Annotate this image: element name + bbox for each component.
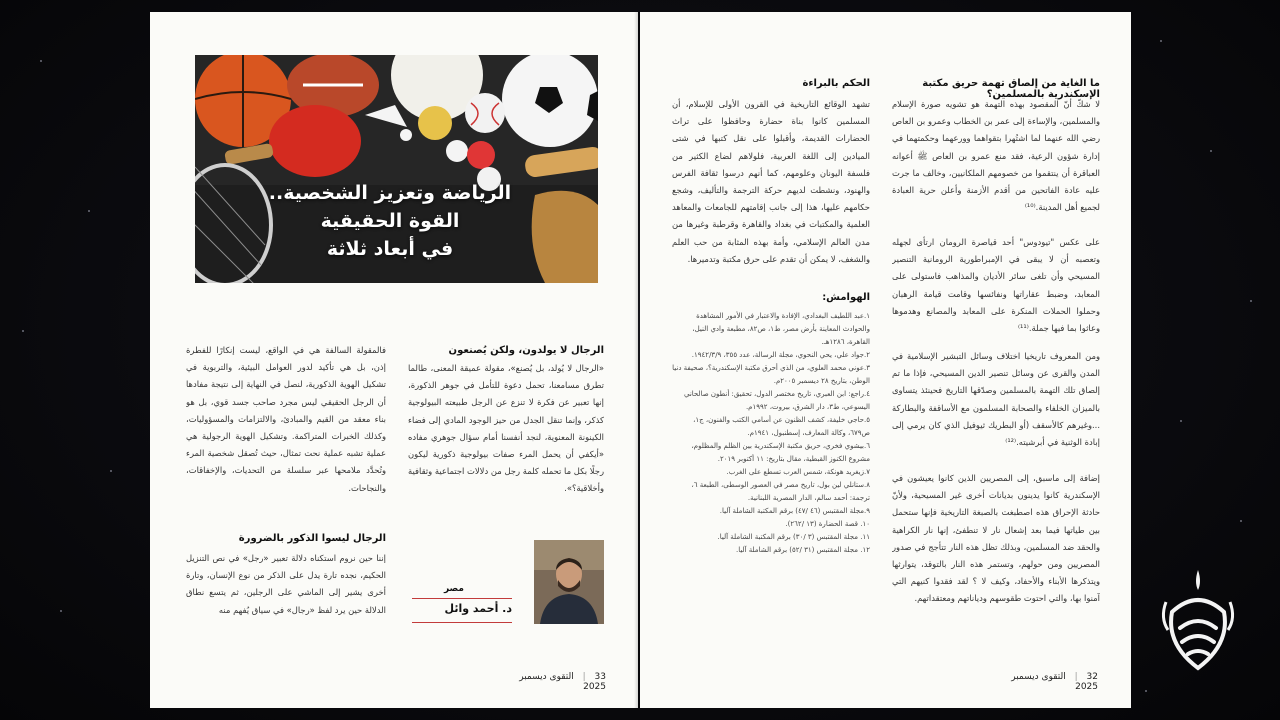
left-page <box>150 12 638 708</box>
author-name: د. أحمد وائل <box>444 602 512 615</box>
heading-alexandria-library: ما الغاية من إلصاق تهمة حريق مكتبة الإسكندرية بالمسلمين؟ <box>922 78 1100 100</box>
issue-label: التقوى ديسمبر 2025 <box>519 672 606 692</box>
section-heading-not-males: الرجال ليسوا الذكور بالضرورة <box>238 533 386 544</box>
footer-separator: | <box>582 672 586 682</box>
hero-image <box>195 55 598 283</box>
hero-title-line2: القوة الحقيقية <box>320 210 460 232</box>
hero-title <box>210 179 570 263</box>
hero-title-line1: الرياضة وتعزيز الشخصية.. <box>268 182 512 204</box>
para-alexandria-4: إضافة إلى ماسبق، إلى المصريين الذين كانوا يعيشون في الإسكندرية كانوا يدينون بديانات أخرى غير المسيحية، ولأنّ حادثة الإحراق هذه اصطبغت بالصبغة التاريخية فإنها ستحمل بين طياتها فيما بعد إشعال نار لا تنطفئ، إنها نار الكراهية والحقد ضد المسلمين، وبذلك تظل هذه النار تتأجج في صدور المصريين ومن حولهم، وتستمر هذه النار بالتوقد، يتوارثها ويتذكرها الأبناء والأحفاد، وكيف لا ؟ لقد فقدوا كنيهم التي آمنوا بها، والتي احتوت طقوسهم ودياناتهم ومعتقداتهم. <box>892 473 1100 604</box>
author-divider-bottom <box>412 622 512 623</box>
footnote-item: ٨.ستانلي لين بول، تاريخ مصر في العصور الوسطى، الطبعة ٦، ترجمة: أحمد سالم، الدار المصرية اللبنانية. <box>691 481 870 502</box>
footnote-item: ٤.راجع: ابن العبري، تاريخ مختصر الدول، تحقيق: أنطون صالحاني اليسوعي، ط٣، دار الشرق، بيروت، ١٩٩٢م. <box>684 390 870 411</box>
footer-separator: | <box>1074 672 1078 682</box>
heading-verdict: الحكم بالبراءة <box>802 78 870 89</box>
section-body-men-made: «الرجال لا يُولد، بل يُصنع»، مقولة عميقة المعنى، طالما تطرق مسامعنا، تحمل دعوة للتأمل في جوهر الذكورة، إنها تعبير عن فكرة لا تنزع عن الرجل طبيعته البيولوجية كذكر، وإنما تنقل الجدل من حيز الوجود المادي إلى فضاء الكينونة المعنوية، لنجد أنفسنا أمام سؤال جوهري مفاده «أيكفي أن يحمل المرء صفات بيولوجية ذكورية ليكون رجلًا بكل ما تحمله كلمة رجل من دلالات اجتماعية وثقافية وأخلاقية؟». <box>408 363 604 494</box>
magazine-spread <box>150 12 1131 708</box>
author-photo <box>534 540 604 624</box>
footnote-item: ٢.جواد علي، يحي النحوي، مجلة الرسالة، عدد ٣٥٥، ١٩٤٢/٣/٩. <box>691 351 870 359</box>
section-heading-men-made: الرجال لا يولدون، ولكن يُصنعون <box>448 345 604 356</box>
author-country: مصر <box>443 584 464 594</box>
footnote-item: ١٢. مجلة المقتبس (٣١ /٥٢) برقم الشاملة آليا. <box>735 546 870 554</box>
footnote-item: ١.عبد اللطيف البغدادي، الإفادة والاعتبار في الأمور المشاهدة والحوادث المعاينة بأرض مصر، ط١، ص٨٢، مطبعة وادي النيل، القاهرة، ١٢٨٦هـ. <box>692 312 870 346</box>
taqwa-logo-icon <box>1158 568 1238 672</box>
page-number: 33 <box>594 672 606 682</box>
heading-footnotes: الهوامش: <box>822 292 870 303</box>
section-body-continuation: فالمقولة السالفة هي في الواقع، ليست إنكارًا للفطرة إذن، بل هي تأكيد لدور العوامل البيئية، والتربوية في تشكيل الهوية الذكورية، لنصل في النهاية إلى نتيجة مفادها أن الرجل الحقيقي ليس مجرد صاحب جسد قوي، بل هو بناء معقد من القيم والمبادئ، والالتزامات والمسؤوليات، وكذلك الخبرات المتراكمة. وتشكيل الهوية الرجولية هي عملية تشبه عملية نحت تمثال، حيث تُصقل شخصية المرء وتُحدَّد ملامحها عبر سلسلة من التحديات، والإخفاقات، والنجاحات. <box>186 345 386 493</box>
footnote-item: ٩.مجلة المقتبس (٤٦ /٤٧) برقم المكتبة الشاملة آليا. <box>719 507 870 515</box>
footnote-item: ٥.حاجي خليفة، كشف الظنون عن أسامي الكتب والفنون، ج١، ص٦٧٩، وكالة المعارف، إسطنبول، ١٩٤١م. <box>693 416 870 437</box>
channel-logo <box>1158 568 1238 672</box>
para-alexandria-2: على عكس "تيودوس" أحد قياصرة الرومان ارتأى لجهله وتعصبه أن لا يبقى في الإمبراطورية الرومانية التنصير المسيحي وأن تلغى سائر الأديان والمذاهب فاستولى على المعابد، وضبط عقاراتها ونفائسها وقامت قيامة الرهبان وحملوا الحملات المنكرة على المعابد والمصانع وهدموها وعاثوا بما فيها جملة.⁽¹¹⁾ <box>892 237 1100 334</box>
footnote-item: ١٠. قصة الحضارة (١٣ /٢٦٢). <box>785 520 870 528</box>
para-alexandria-3: ومن المعروف تاريخيا اختلاف وسائل التبشير الإسلامية في المدن والقرى عن وسائل تنصير الدين المسيحي، فإذا ما تم إلصاق تلك التهمة بالمسلمين وصدّقها التاريخ فحينئذ يتساوى بالميزان الخلفاء والصحابة المسلمون مع الأساقفة والبطاركة ...وغيرهم كالأسقف (أو البطريك ثيوفيل الذي كان يرمي إلى إبادة الوثنية في أبرشيته.⁽¹²⁾ <box>892 351 1100 448</box>
page-number: 32 <box>1086 672 1098 682</box>
para-alexandria-1: لا شكّ أنّ المقصود بهذه التهمة هو تشويه صورة الإسلام والمسلمين، والإساءة إلى عمر بن الخطاب وعمرو بن العاص رضي الله عنهما لما اشتُهرا بتقواهما وورعهما وحكمتهما في إدارة شؤون الرعية، فقد منع عمرو بن العاص ﷺ أعوانه العباقرة أن ينتقموا من خصومهم الملكانيين، وخالف ما جرت عليه عادة الفاتحين من أقدم الأزمنة وأعلن حرية العبادة لجميع أهل المدينة.⁽¹⁰⁾ <box>892 99 1100 213</box>
footnote-item: ١١. مجلة المقتبس (٣ /٣٠) برقم المكتبة الشاملة آليا. <box>717 533 870 541</box>
footnote-item: ٧.زيغريد هونكة، شمس العرب تسطع على الغرب. <box>726 468 870 476</box>
left-footer <box>496 672 606 692</box>
section-body-not-males: إننا حين نروم استكناه دلالة تعبير «رجل» في نص التنزيل الحكيم، نجده تارة يدل على الذكر من نوع الإنسان، وتارة أخرى يشير إلى الماشي على الرجلين، ثم يتسع نطاق الدلالة حين يرد لفظ «رجال» في سياق يُفهم منه <box>186 553 386 615</box>
author-divider <box>412 598 512 599</box>
hero-title-line3: في أبعاد ثلاثة <box>326 238 454 260</box>
footnote-item: ٦.بيشوي فخري، حريق مكتبة الإسكندرية بين الظلم والمظلوم، مشروع الكنوز القبطية، مقال بتاريخ: ١١ أكتوبر ٢٠١٩. <box>691 442 870 463</box>
footnote-item: ٣.عوني محمد العلوي، من الذي أحرق مكتبة الإسكندرية؟، صحيفة دنيا الوطن، بتاريخ ٢٨ ديسمبر ٢٠٠٥م. <box>672 364 870 385</box>
para-verdict: تشهد الوقائع التاريخية في القرون الأولى للإسلام، أن المسلمين كانوا بناة حضارة وحافظوا على تراث الحضارات القديمة، وأقبلوا على نقل كتبها في شتى الميادين إلى اللغة العربية، فلولاهم لضاع الكثير من فلسفة اليونان وعلومهم، كما أنهم درسوا ثقافة الفرس والهنود، ونشطت لديهم حركة الترجمة والتأليف، وشجع حكامهم عليها، هذا إلى جانب إقامتهم للجامعات والمعاهد العلمية والمكتبات في بغداد والقاهرة وقرطبة وغيرها من مدن العالم الإسلامي، وأمة بهذه المثابة من حب العلم والشغف، لا يمكن أن تقدم على حرق مكتبة وتدميرها. <box>672 99 870 264</box>
right-page <box>640 12 1131 708</box>
right-footer <box>986 672 1098 692</box>
footnotes-list <box>672 310 870 557</box>
issue-label: التقوى ديسمبر 2025 <box>1011 672 1098 692</box>
author-byline <box>412 582 514 624</box>
